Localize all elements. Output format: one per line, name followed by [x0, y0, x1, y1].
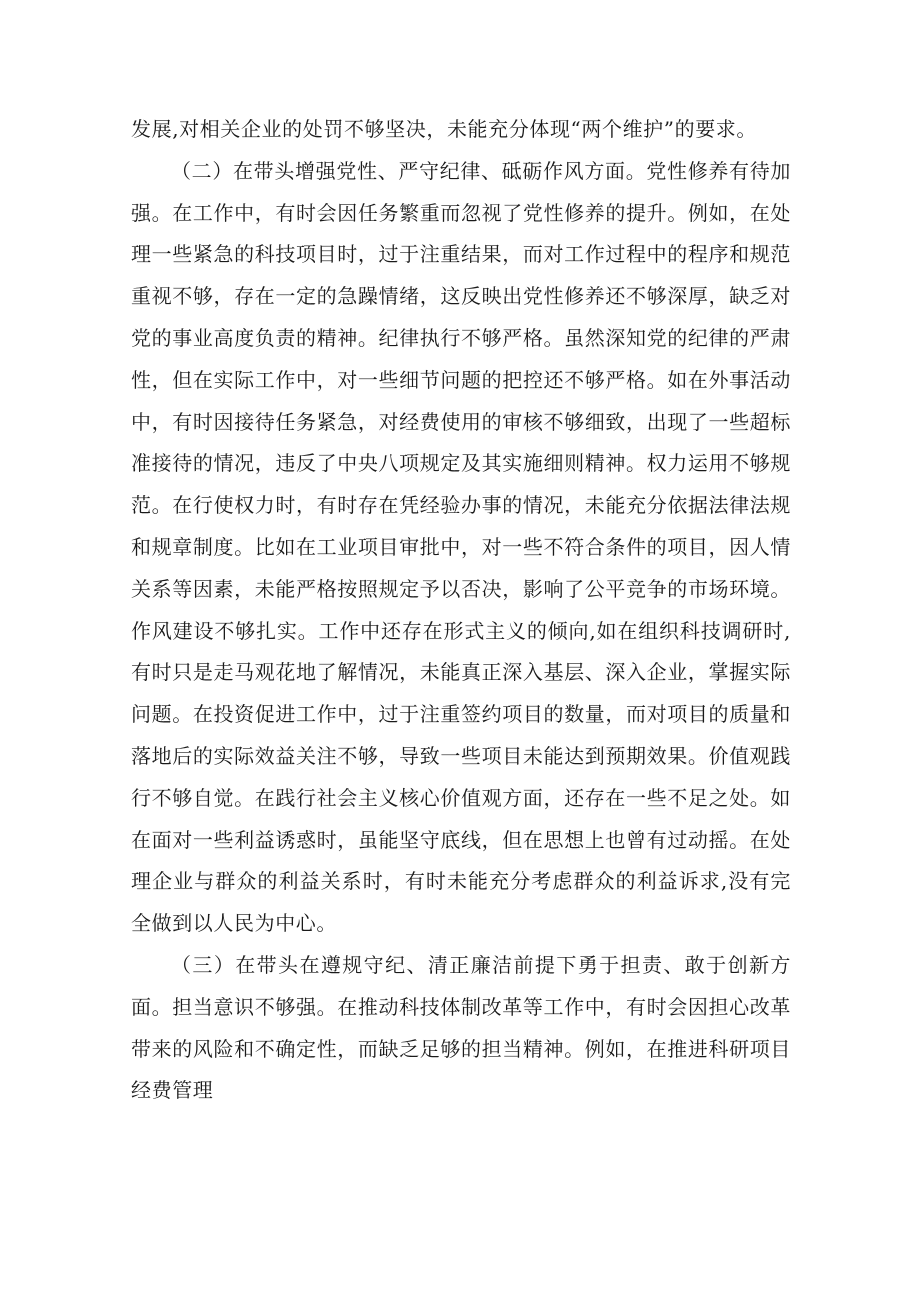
paragraph-section-three: （三）在带头在遵规守纪、清正廉洁前提下勇于担责、敢于创新方面。担当意识不够强。在推动科技体制改革等工作中，有时会因担心改革带来的风险和不确定性，而缺乏足够的担当精神。例如，在推进科研项目经费管理	[131, 952, 791, 1103]
paragraph-continuation: 发展,对相关企业的处罚不够坚决，未能充分体现“两个维护”的要求。	[131, 117, 758, 141]
paragraph-section-two: （二）在带头增强党性、严守纪律、砥砺作风方面。党性修养有待加强。在工作中，有时会因任务繁重而忽视了党性修养的提升。例如，在处理一些紧急的科技项目时，过于注重结果，而对工作过程中的程序和规范重视不够，存在一定的急躁情绪，这反映出党性修养还不够深厚，缺乏对党的事业高度负责的精神。纪律执行不够严格。虽然深知党的纪律的严肃性，但在实际工作中，对一些细节问题的把控还不够严格。如在外事活动中，有时因接待任务紧急，对经费使用的审核不够细致，出现了一些超标准接待的情况，违反了中央八项规定及其实施细则精神。权力运用不够规范。在行使权力时，有时存在凭经验办事的情况，未能充分依据法律法规和规章制度。比如在工业项目审批中，对一些不符合条件的项目，因人情关系等因素，未能严格按照规定予以否决，影响了公平竞争的市场环境。作风建设不够扎实。工作中还存在形式主义的倾向,如在组织科技调研时,有时只是走马观花地了解情况，未能真正深入基层、深入企业，掌握实际问题。在投资促进工作中，过于注重签约项目的数量，而对项目的质量和落地后的实际效益关注不够，导致一些项目未能达到预期效果。价值观践行不够自觉。在践行社会主义核心价值观方面，还存在一些不足之处。如在面对一些利益诱惑时，虽能坚守底线，但在思想上也曾有过动摇。在处理企业与群众的利益关系时，有时未能充分考虑群众的利益诉求,没有完全做到以人民为中心。	[131, 158, 791, 936]
document-body	[131, 109, 791, 1112]
